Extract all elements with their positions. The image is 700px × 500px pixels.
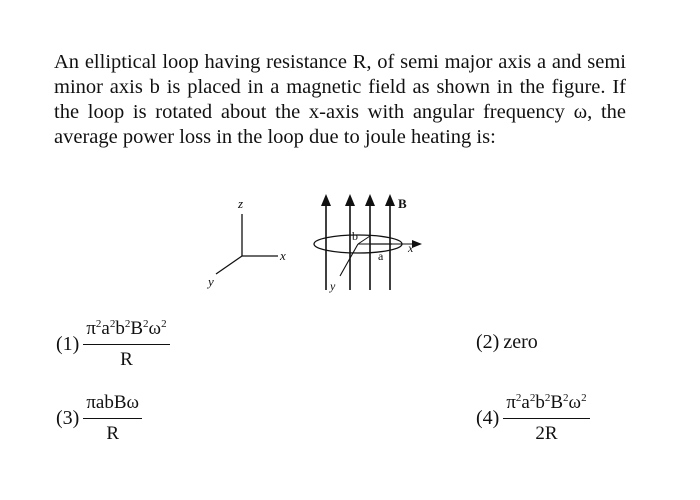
option-4-denominator: 2R <box>535 423 558 444</box>
option-4-numerator: $\pi^2a^2b^2B^2\omega^2$ <box>503 392 589 419</box>
arrowhead-4 <box>385 194 395 206</box>
y-axis-line <box>216 256 242 274</box>
option-2-text: zero <box>503 331 538 353</box>
option-2-number: (2) <box>476 331 500 353</box>
option-3-numerator: πabBω <box>83 392 142 419</box>
arrowhead-3 <box>365 194 375 206</box>
loop-y-label: y <box>330 279 336 293</box>
field-label-b: B <box>398 196 407 211</box>
option-3-fraction <box>83 392 142 445</box>
option-1-numerator: $\pi^2a^2b^2B^2\omega^2$ <box>83 318 169 345</box>
y-axis-label: y <box>208 274 214 289</box>
loop-x-arrowhead <box>412 240 422 248</box>
figure-svg <box>200 186 430 298</box>
z-axis-label: z <box>238 196 244 211</box>
option-1[interactable] <box>56 318 170 371</box>
option-3[interactable] <box>56 392 142 445</box>
option-4-number: (4) <box>476 407 500 429</box>
option-2[interactable] <box>476 331 538 354</box>
option-1-denominator: R <box>120 349 133 370</box>
option-4[interactable] <box>476 392 590 445</box>
option-3-number: (3) <box>56 407 80 429</box>
field-lines <box>326 204 390 290</box>
loop-y-axis <box>340 244 358 276</box>
option-1-fraction <box>83 318 169 371</box>
semi-minor-axis <box>358 236 370 244</box>
arrowhead-1 <box>321 194 331 206</box>
semi-major-label: a <box>378 249 384 263</box>
arrowhead-2 <box>345 194 355 206</box>
magnetic-field-figure <box>200 186 430 298</box>
x-axis-label: x <box>280 248 286 263</box>
field-arrowheads <box>321 194 395 206</box>
semi-minor-label: b <box>352 229 358 243</box>
question-text: An elliptical loop having resistance R, of semi major axis a and semi minor axis b is placed in a magnetic field as shown in the figure. If the loop is rotated about the x-axis with angular frequency ω, the average power loss in the loop due to joule heating is: <box>54 51 626 148</box>
loop-x-label: x <box>408 241 414 255</box>
option-3-denominator: R <box>106 423 120 444</box>
option-1-number: (1) <box>56 333 80 355</box>
option-4-fraction <box>503 392 589 445</box>
